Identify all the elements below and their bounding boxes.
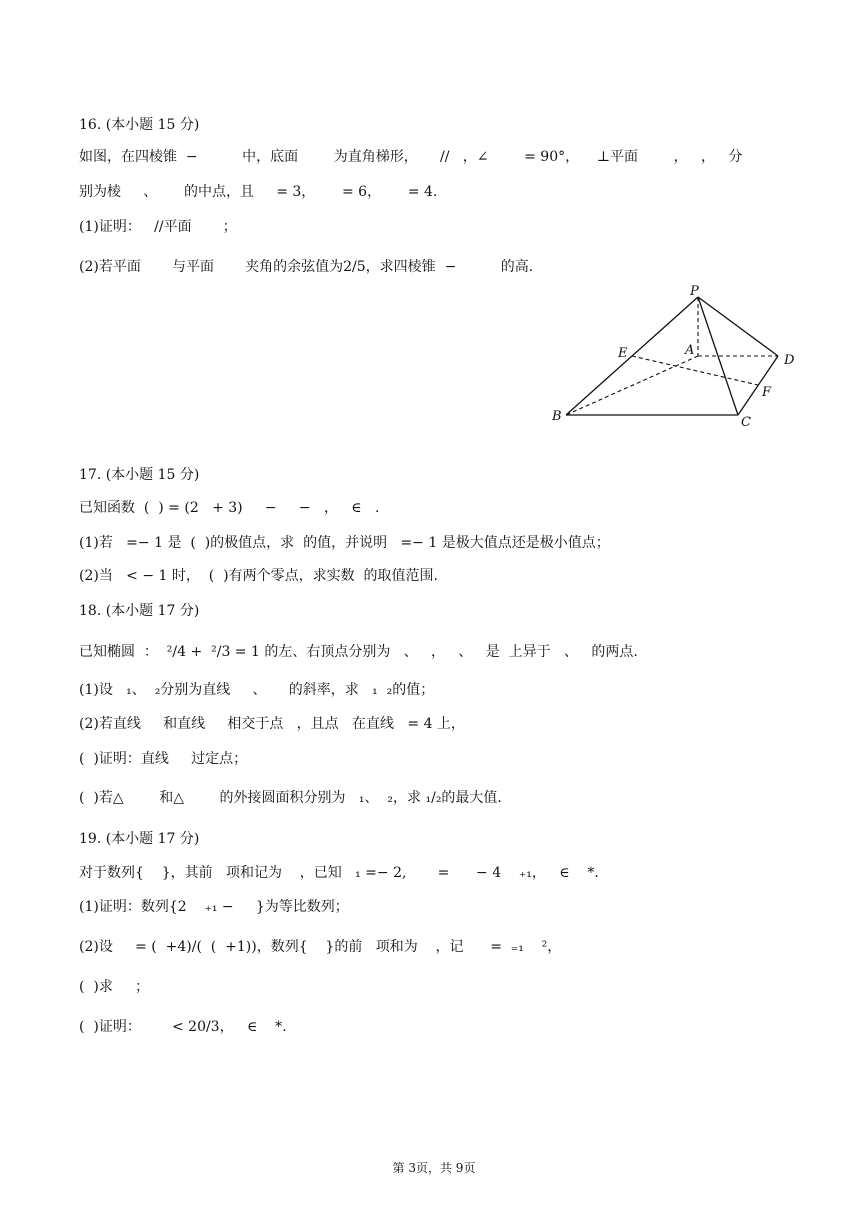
q19-heading: 19. (本小题 17 分) — [79, 831, 200, 847]
q16-heading: 16. (本小题 15 分) — [79, 117, 200, 133]
q19-line-5: ( )证明： < 20/3， ∈ *. — [79, 1019, 287, 1035]
label-f: F — [762, 385, 772, 400]
q17-line-3: (2)当 < − 1 时， ( )有两个零点，求实数 的取值范围. — [79, 568, 438, 584]
q18-line-1: 已知椭圆 ： ²/4 + ²/3 = 1 的左、右顶点分别为 、 ， 、 是 上异于 、 的两点. — [79, 644, 638, 660]
q16-line-2: 别为棱 、 的中点，且 = 3， = 6， = 4. — [79, 184, 438, 200]
q18-line-4: ( )证明：直线 过定点； — [79, 751, 248, 767]
q16-line-4: (2)若平面 与平面 夹角的余弦值为2/5，求四棱锥 − 的高. — [79, 259, 534, 275]
pyramid-figure — [548, 283, 803, 433]
edge-ab — [566, 356, 698, 415]
q18-line-3: (2)若直线 和直线 相交于点 ，且点 在直线 = 4 上， — [79, 716, 465, 732]
pyramid-diagram — [548, 283, 803, 433]
edge-pd — [698, 297, 778, 356]
page-number: 第 3页，共 9页 — [392, 1161, 476, 1175]
q18-line-2: (1)设 ₁、 ₂分别为直线 、 的斜率，求 ₁ ₂的值； — [79, 682, 435, 698]
edge-pc — [698, 297, 738, 415]
label-c: C — [741, 415, 751, 430]
q19-line-1: 对于数列{ }，其前 项和记为 ，已知 ₁ =− 2, = − 4 ₊₁， ∈ *. — [79, 865, 599, 881]
q19-line-2: (1)证明：数列{2 ₊₁ − }为等比数列； — [79, 899, 349, 915]
q17-line-2: (1)若 =− 1 是 ( )的极值点，求 的值，并说明 =− 1 是极大值点还是极小值点； — [79, 535, 610, 551]
q16-line-3: (1)证明： //平面 ； — [79, 219, 237, 235]
q18-line-5: ( )若△ 和△ 的外接圆面积分别为 ₁、 ₂，求 ₁/₂的最大值. — [79, 790, 502, 806]
q16-line-1: 如图，在四棱锥 − 中，底面 为直角梯形， // ，∠ = 90°， ⊥平面 ， ， 分 — [79, 149, 743, 165]
label-b: B — [552, 409, 562, 424]
label-e: E — [618, 346, 628, 361]
q19-line-3: (2)设 = ( +4)/( ( +1))，数列{ }的前 项和为 ，记 = ₌₁ ²， — [79, 939, 562, 955]
label-p: P — [690, 284, 699, 299]
edge-ef — [632, 356, 758, 385]
label-a: A — [685, 343, 695, 358]
q19-line-4: ( )求 ； — [79, 979, 150, 995]
label-d: D — [784, 353, 795, 368]
q17-heading: 17. (本小题 15 分) — [79, 467, 200, 483]
q17-line-1: 已知函数 ( ) = (2 + 3) − − ， ∈ . — [79, 500, 380, 516]
edge-cd — [738, 356, 778, 415]
q18-heading: 18. (本小题 17 分) — [79, 603, 200, 619]
